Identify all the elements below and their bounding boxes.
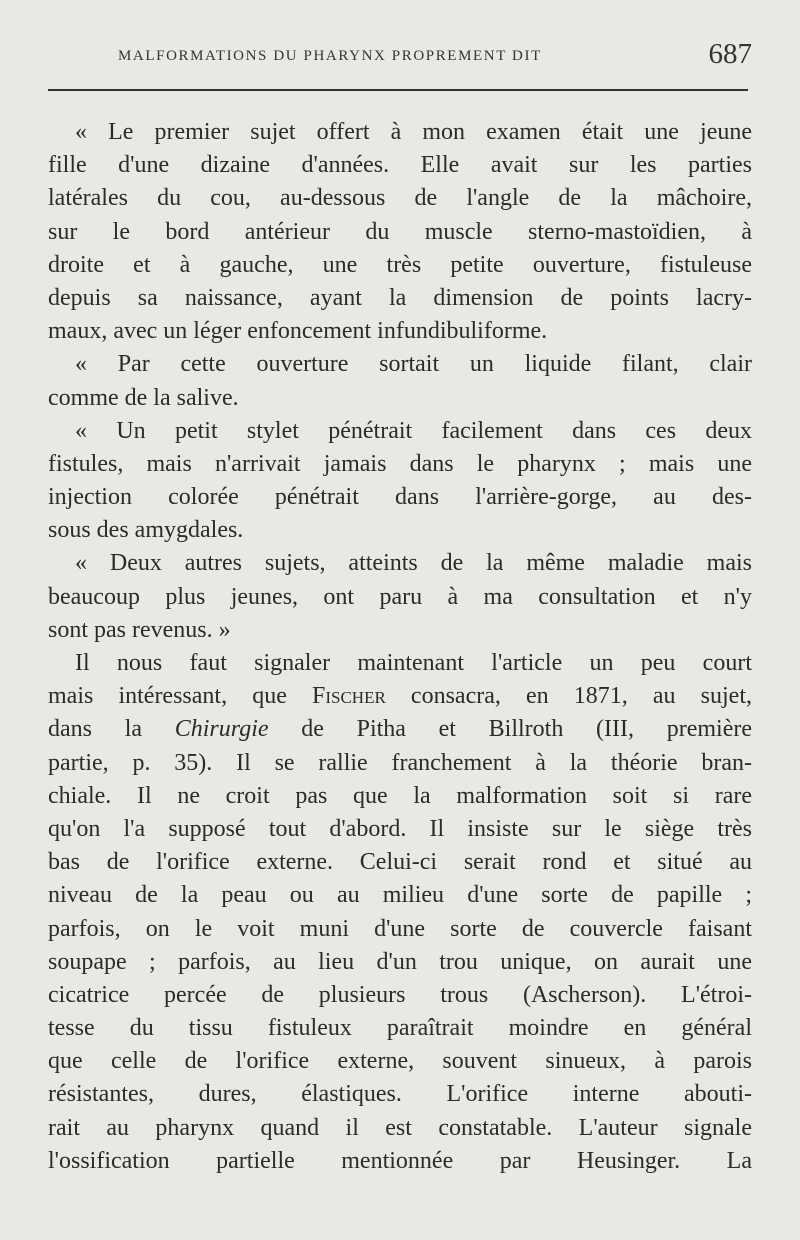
text-line: droite et à gauche, une très petite ouverture, fistuleuse <box>48 251 752 278</box>
text-line: « Deux autres sujets, atteints de la même maladie mais <box>75 550 752 577</box>
running-head <box>118 34 752 78</box>
text-line: beaucoup plus jeunes, ont paru à ma consultation et n'y <box>48 583 752 610</box>
text-line: latérales du cou, au-dessous de l'angle de la mâchoire, <box>48 185 752 212</box>
text-line: résistantes, dures, élastiques. L'orifice interne abouti- <box>48 1081 752 1108</box>
author-name: Fischer <box>311 683 386 710</box>
text-segment: de Pitha et Billroth (III, première <box>268 716 752 743</box>
text-line: injection colorée pénétrait dans l'arrière-gorge, au des- <box>48 484 752 511</box>
text-line <box>48 680 752 713</box>
text-line: qu'on l'a supposé tout d'abord. Il insiste sur le siège très <box>48 815 752 842</box>
text-line: maux, avec un léger enfoncement infundibuliforme. <box>48 318 548 345</box>
text-line: « Un petit stylet pénétrait facilement dans ces deux <box>75 417 752 444</box>
text-segment: consacra, en 1871, au sujet, <box>385 683 752 710</box>
text-line: chiale. Il ne croit pas que la malformation soit si rare <box>48 782 752 809</box>
body-text <box>48 116 752 1178</box>
text-line: niveau de la peau ou au milieu d'une sorte de papille ; <box>48 882 752 909</box>
book-title: Chirurgie <box>174 716 269 743</box>
text-line: cicatrice percée de plusieurs trous (Ascherson). L'étroi- <box>48 981 752 1008</box>
text-line: depuis sa naissance, ayant la dimension de points lacry- <box>48 284 752 311</box>
text-line: sont pas revenus. » <box>48 616 231 643</box>
text-line: Il nous faut signaler maintenant l'article un peu court <box>75 650 752 676</box>
text-line: partie, p. 35). Il se rallie franchement à la théorie bran- <box>48 749 752 776</box>
text-line: bas de l'orifice externe. Celui-ci serait rond et situé au <box>48 849 752 876</box>
text-line: « Le premier sujet offert à mon examen était une jeune <box>75 119 752 145</box>
text-line <box>48 713 752 746</box>
text-line: fille d'une dizaine d'années. Elle avait sur les parties <box>48 152 752 179</box>
text-line: sur le bord antérieur du muscle sterno-mastoïdien, à <box>48 218 752 245</box>
text-line: que celle de l'orifice externe, souvent sinueux, à parois <box>48 1048 752 1075</box>
text-line: fistules, mais n'arrivait jamais dans le pharynx ; mais une <box>48 450 752 477</box>
page-number: 687 <box>708 38 752 70</box>
text-line: « Par cette ouverture sortait un liquide filant, clair <box>75 351 752 378</box>
header-rule <box>48 89 748 91</box>
text-line: comme de la salive. <box>48 384 239 411</box>
text-segment: dans la <box>48 716 175 743</box>
text-line: sous des amygdales. <box>48 517 244 544</box>
text-line: l'ossification partielle mentionnée par Heusinger. La <box>48 1147 752 1174</box>
text-line: rait au pharynx quand il est constatable. L'auteur signale <box>48 1114 752 1141</box>
text-segment: mais intéressant, que <box>48 683 312 710</box>
text-line: soupape ; parfois, au lieu d'un trou unique, on aurait une <box>48 948 752 975</box>
running-title: MALFORMATIONS DU PHARYNX PROPREMENT DIT <box>118 48 542 64</box>
text-line: tesse du tissu fistuleux paraîtrait moindre en général <box>48 1015 752 1042</box>
text-line: parfois, on le voit muni d'une sorte de couvercle faisant <box>48 915 752 942</box>
